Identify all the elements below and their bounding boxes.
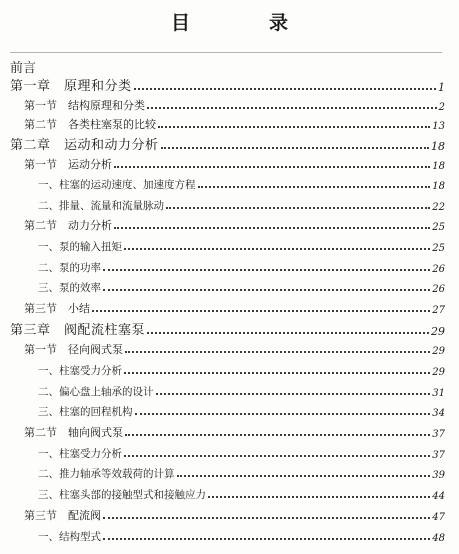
toc-entry-label: 一、柱塞受力分析 [38,365,122,377]
toc-entry-page: 22 [432,202,445,213]
toc-entry-label: 第三节 小结 [24,302,90,315]
toc-leader-dots [125,351,430,353]
toc-leader-dots [198,186,431,188]
toc-entry-chapter [0,76,459,94]
toc-entry-label: 一、柱塞的运动速度、加速度方程 [38,179,196,191]
toc-entry-sub [0,526,459,544]
toc-entry-label: 第二节 动力分析 [24,219,112,232]
toc-entry-sub [0,257,459,275]
toc-entry-page: 29 [432,367,445,378]
toc-entry-label: 一、柱塞受力分析 [38,448,122,460]
toc-entry-page: 26 [432,284,445,295]
toc-entry-page: 37 [432,429,445,440]
toc-entry-page: 18 [432,161,445,172]
page-title: 目 录 [170,12,318,34]
toc-entry-sub [0,401,459,419]
toc-leader-dots [114,166,430,168]
toc-entry-section [0,505,459,523]
toc-entry-page: 13 [432,121,445,132]
toc-entry-page: 47 [432,512,445,523]
toc-entry-label: 三、柱塞头部的接触型式和接触应力 [38,489,206,501]
toc-entry-page: 25 [432,222,445,233]
toc-entry-page: 27 [432,305,445,316]
toc-entry-label: 二、偏心盘上轴承的设计 [38,386,154,398]
toc-leader-dots [124,372,430,374]
toc-entry-label: 二、推力轴承等效载荷的计算 [38,468,175,480]
toc-entry-section [0,422,459,440]
toc-entry-section [0,95,459,113]
toc-entry-page: 44 [432,491,445,502]
toc-entry-page: 18 [432,181,445,192]
toc-entry-page: 34 [432,408,445,419]
toc-leader-dots [103,289,430,291]
toc-entry-page: 2 [438,102,445,113]
toc-entry-section [0,114,459,132]
toc-leader-dots [103,517,430,519]
toc-entry-sub [0,195,459,213]
toc-leader-dots [92,310,430,312]
toc-entry-label: 第一节 运动分析 [24,158,112,171]
toc-entry-sub [0,360,459,378]
toc-entry-section [0,154,459,172]
toc-entry-section [0,339,459,357]
toc-leader-dots [158,126,430,128]
toc-leader-dots [208,496,430,498]
toc-leader-dots [177,475,431,477]
toc-entry-chapter [0,135,459,153]
toc-entry-page: 26 [432,264,445,275]
toc-leader-dots [103,269,430,271]
toc-entry-label: 第三章 阀配流柱塞泵 [10,323,146,338]
toc-entry-label: 第一节 径向阀式泵 [24,343,123,356]
toc-entry-section [0,298,459,316]
toc-leader-dots [124,455,430,457]
toc-entry-sub [0,174,459,192]
toc-entry-page: 29 [431,325,445,338]
toc-entry-label: 三、柱塞的回程机构 [38,406,133,418]
toc-entry-sub [0,381,459,399]
toc-leader-dots [134,88,436,90]
toc-entry-label: 第二节 轴向阀式泵 [24,426,123,439]
toc-entry-label: 一、泵的输入扭矩 [38,241,122,253]
toc-leader-dots [103,538,430,540]
toc-entry-section [0,215,459,233]
toc-entry-label: 第二章 运动和动力分析 [10,138,159,153]
toc-leader-dots [166,207,430,209]
toc-entry-sub [0,277,459,295]
toc-entry-label: 第一章 原理和分类 [10,79,132,94]
toc-leader-dots [161,147,429,149]
toc-entry-label: 第一节 结构原理和分类 [24,99,145,112]
toc-entry-page: 1 [438,81,445,94]
toc-entry-page: 39 [432,470,445,481]
toc-entry-sub [0,484,459,502]
toc-entry-label: 第二节 各类柱塞泵的比较 [24,118,156,131]
toc-leader-dots [135,413,431,415]
toc-leader-dots [125,434,430,436]
toc-leader-dots [124,248,430,250]
toc-leader-dots [114,227,430,229]
toc-entry-sub [0,463,459,481]
toc-entry-sub [0,443,459,461]
toc-entry-page: 48 [432,533,445,544]
toc-entry-label: 一、结构型式 [38,531,101,543]
toc-entry-page: 18 [431,140,445,153]
toc-entry-label: 第三节 配流阀 [24,509,101,522]
toc-entry-label: 二、排量、流量和流量脉动 [38,200,164,212]
toc-entry-page: 31 [432,388,445,399]
toc-entry-page: 25 [432,243,445,254]
toc-leader-dots [156,393,431,395]
toc-entry-sub [0,236,459,254]
toc-entry-chapter [0,320,459,338]
toc-entry-page: 29 [432,346,445,357]
toc-entry-label: 三、泵的效率 [38,282,101,294]
toc-leader-dots [147,332,429,334]
toc-entry-page: 37 [432,450,445,461]
toc-entry-label: 前言 [10,61,37,76]
toc-entry-preface [0,58,459,76]
toc-entry-label: 二、泵的功率 [38,262,101,274]
toc-leader-dots [147,107,437,109]
